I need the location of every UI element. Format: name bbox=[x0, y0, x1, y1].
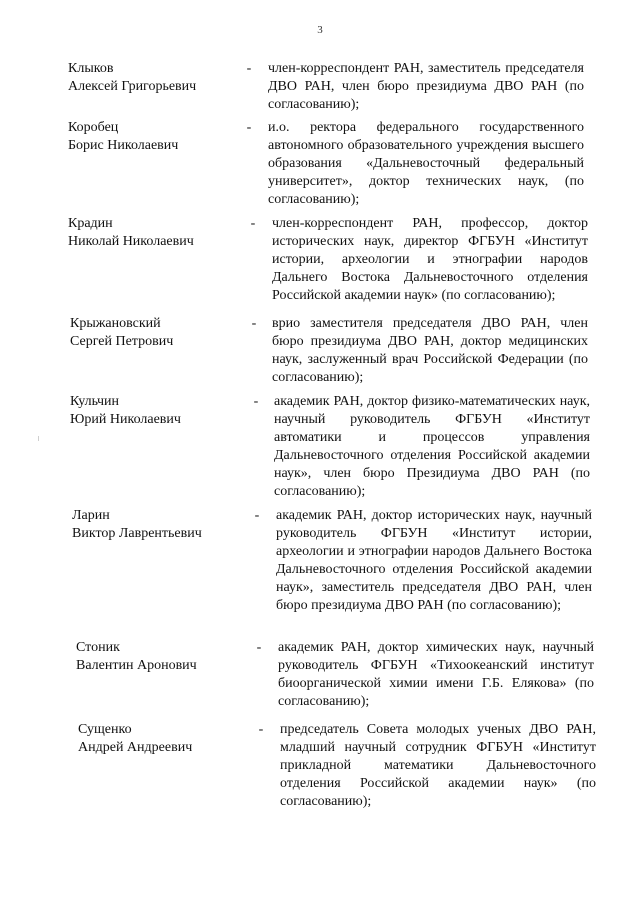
member-given-names: Виктор Лаврентьевич bbox=[72, 526, 202, 541]
member-description: член-корреспондент РАН, профессор, доктор исторических наук, директор ФГБУН «Институт истории, археологии и этнографии народов Дальнего Востока Дальневосточного отделения Российской академии наук» (по согласованию); bbox=[272, 216, 588, 303]
member-given-names: Юрий Николаевич bbox=[70, 412, 181, 427]
member-description: и.о. ректора федерального государственного автономного образовательного учреждения высшего образования «Дальневосточный федеральный университет», доктор технических наук, (по согласованию); bbox=[268, 120, 584, 207]
member-given-names: Сергей Петрович bbox=[70, 334, 174, 349]
margin-mark bbox=[38, 436, 39, 441]
member-description: академик РАН, доктор исторических наук, научный руководитель ФГБУН «Институт истории, археологии и этнографии народов Дальнего Востока Дальневосточного отделения Российской академии наук», заместитель председателя ДВО РАН, член бюро президиума ДВО РАН (по согласованию); bbox=[276, 508, 592, 613]
member-name bbox=[70, 315, 245, 351]
dash-separator: - bbox=[258, 722, 264, 737]
member-surname: Коробец bbox=[68, 120, 119, 135]
member-surname: Стоник bbox=[76, 640, 120, 655]
dash-separator: - bbox=[251, 316, 257, 331]
member-surname: Ларин bbox=[72, 508, 110, 523]
member-name bbox=[68, 119, 243, 155]
member-surname: Клыков bbox=[68, 61, 114, 76]
dash-separator: - bbox=[254, 508, 260, 523]
member-name bbox=[68, 60, 243, 96]
dash-separator: - bbox=[246, 120, 252, 135]
dash-separator: - bbox=[256, 640, 262, 655]
member-name bbox=[68, 215, 243, 251]
member-name bbox=[78, 721, 253, 757]
member-description: председатель Совета молодых ученых ДВО РАН, младший научный сотрудник ФГБУН «Институт прикладной математики Дальневосточного отделения Российской академии наук» (по согласованию); bbox=[280, 722, 596, 809]
member-description: академик РАН, доктор физико-математических наук, научный руководитель ФГБУН «Институт автоматики и процессов управления Дальневосточного отделения Российской академии наук», член бюро Президиума ДВО РАН (по согласованию); bbox=[274, 394, 590, 499]
member-description: член-корреспондент РАН, заместитель председателя ДВО РАН, член бюро президиума ДВО РАН (по согласованию); bbox=[268, 61, 584, 112]
member-surname: Кульчин bbox=[70, 394, 119, 409]
member-surname: Крадин bbox=[68, 216, 113, 231]
dash-separator: - bbox=[246, 61, 252, 76]
member-given-names: Борис Николаевич bbox=[68, 138, 179, 153]
page-number: 3 bbox=[317, 24, 323, 36]
dash-separator: - bbox=[253, 394, 259, 409]
member-description: врио заместителя председателя ДВО РАН, член бюро президиума ДВО РАН, доктор медицинских наук, заслуженный врач Российской Федерации (по согласованию); bbox=[272, 316, 588, 385]
member-name bbox=[76, 639, 251, 675]
dash-separator: - bbox=[250, 216, 256, 231]
member-given-names: Андрей Андреевич bbox=[78, 740, 193, 755]
member-surname: Сущенко bbox=[78, 722, 132, 737]
member-given-names: Алексей Григорьевич bbox=[68, 79, 197, 94]
member-surname: Крыжановский bbox=[70, 316, 161, 331]
member-given-names: Николай Николаевич bbox=[68, 234, 194, 249]
member-name bbox=[70, 393, 245, 429]
member-description: академик РАН, доктор химических наук, научный руководитель ФГБУН «Тихоокеанский институт биоорганической химии имени Г.Б. Елякова» (по согласованию); bbox=[278, 640, 594, 709]
member-name bbox=[72, 507, 247, 543]
member-given-names: Валентин Аронович bbox=[76, 658, 197, 673]
